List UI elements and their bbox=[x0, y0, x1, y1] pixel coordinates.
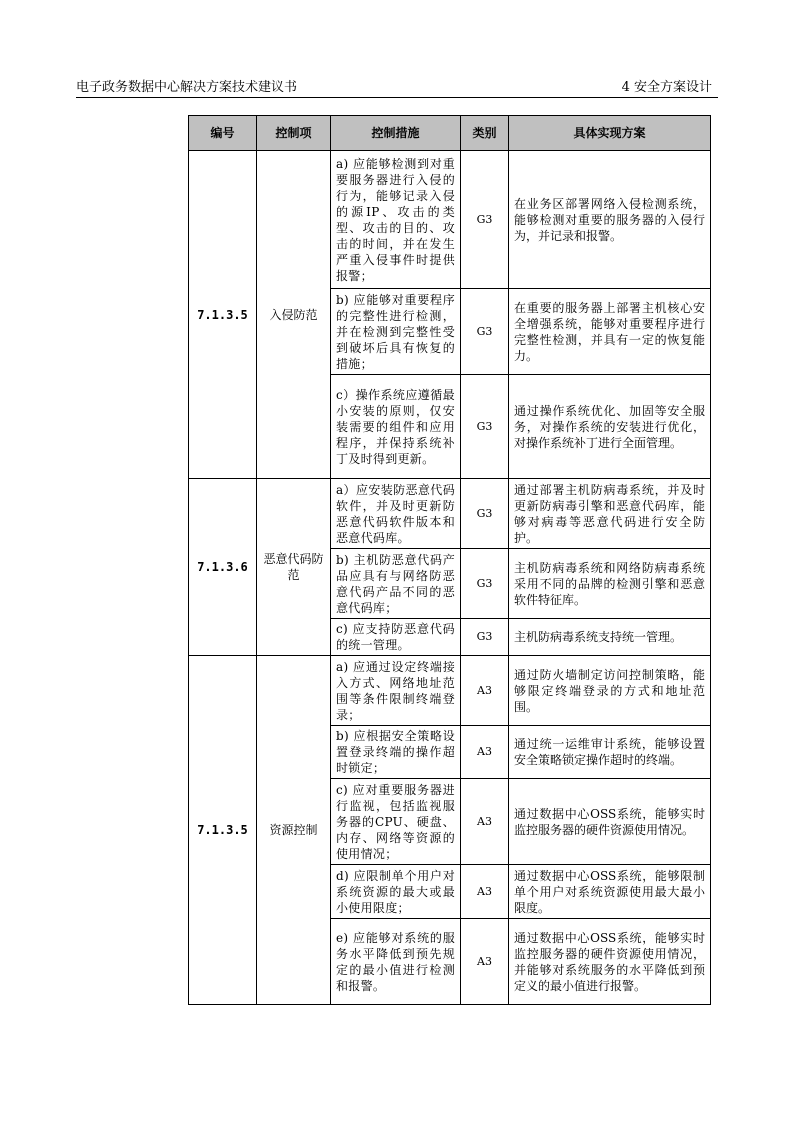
implementation: 主机防病毒系统和网络防病毒系统采用不同的品牌的检测引擎和恶意软件特征库。 bbox=[509, 549, 711, 619]
control-measure: e) 应能够对系统的服务水平降低到预先规定的最小值进行检测和报警。 bbox=[331, 919, 461, 1005]
implementation: 通过部署主机防病毒系统，并及时更新防病毒引擎和恶意代码库，能够对病毒等恶意代码进行安全防护。 bbox=[509, 479, 711, 549]
control-measure: a) 应通过设定终端接入方式、网络地址范围等条件限制终端登录； bbox=[331, 656, 461, 726]
category: G3 bbox=[461, 151, 509, 289]
category: G3 bbox=[461, 479, 509, 549]
header-title: 电子政务数据中心解决方案技术建议书 bbox=[76, 80, 298, 95]
implementation: 通过防火墙制定访问控制策略，能够限定终端登录的方式和地址范围。 bbox=[509, 656, 711, 726]
security-control-table bbox=[188, 115, 711, 1005]
category: A3 bbox=[461, 779, 509, 865]
table-row bbox=[189, 151, 711, 289]
table-row bbox=[189, 656, 711, 726]
header-section: 4 安全方案设计 bbox=[621, 80, 712, 95]
control-measure: a）应安装防恶意代码软件，并及时更新防恶意代码软件版本和恶意代码库。 bbox=[331, 479, 461, 549]
implementation: 在重要的服务器上部署主机核心安全增强系统，能够对重要程序进行完整性检测，并具有一定的恢复能力。 bbox=[509, 289, 711, 375]
implementation: 主机防病毒系统支持统一管理。 bbox=[509, 619, 711, 656]
category: A3 bbox=[461, 865, 509, 919]
control-measure: d) 应限制单个用户对系统资源的最大或最小使用限度； bbox=[331, 865, 461, 919]
implementation: 通过数据中心OSS系统，能够实时监控服务器的硬件资源使用情况。 bbox=[509, 779, 711, 865]
control-measure: c) 应对重要服务器进行监视，包括监视服务器的CPU、硬盘、内存、网络等资源的使用情况； bbox=[331, 779, 461, 865]
col-header-number: 编号 bbox=[189, 116, 257, 151]
group-number: 7.1.3.5 bbox=[189, 151, 257, 479]
group-control-item: 资源控制 bbox=[257, 656, 331, 1005]
category: G3 bbox=[461, 619, 509, 656]
group-number: 7.1.3.6 bbox=[189, 479, 257, 656]
col-header-category: 类别 bbox=[461, 116, 509, 151]
col-header-control-measure: 控制措施 bbox=[331, 116, 461, 151]
category: A3 bbox=[461, 656, 509, 726]
implementation: 通过数据中心OSS系统，能够实时监控服务器的硬件资源使用情况，并能够对系统服务的水平降低到预定义的最小值进行报警。 bbox=[509, 919, 711, 1005]
implementation: 在业务区部署网络入侵检测系统，能够检测对重要的服务器的入侵行为，并记录和报警。 bbox=[509, 151, 711, 289]
group-control-item: 入侵防范 bbox=[257, 151, 331, 479]
implementation: 通过操作系统优化、加固等安全服务，对操作系统的安装进行优化，对操作系统补丁进行全面管理。 bbox=[509, 375, 711, 479]
table-header-row bbox=[189, 116, 711, 151]
control-measure: c）操作系统应遵循最小安装的原则，仅安装需要的组件和应用程序，并保持系统补丁及时得到更新。 bbox=[331, 375, 461, 479]
table-row bbox=[189, 479, 711, 549]
category: A3 bbox=[461, 726, 509, 779]
header-rule bbox=[76, 97, 718, 98]
control-measure: b) 应能够对重要程序的完整性进行检测，并在检测到完整性受到破坏后具有恢复的措施； bbox=[331, 289, 461, 375]
control-measure: b) 应根据安全策略设置登录终端的操作超时锁定； bbox=[331, 726, 461, 779]
group-number: 7.1.3.5 bbox=[189, 656, 257, 1005]
control-measure: a) 应能够检测到对重要服务器进行入侵的行为，能够记录入侵的源IP、攻击的类型、攻击的目的、攻击的时间，并在发生严重入侵事件时提供报警； bbox=[331, 151, 461, 289]
category: G3 bbox=[461, 549, 509, 619]
implementation: 通过数据中心OSS系统，能够限制单个用户对系统资源使用最大最小限度。 bbox=[509, 865, 711, 919]
implementation: 通过统一运维审计系统，能够设置安全策略锁定操作超时的终端。 bbox=[509, 726, 711, 779]
control-measure: c) 应支持防恶意代码的统一管理。 bbox=[331, 619, 461, 656]
col-header-control-item: 控制项 bbox=[257, 116, 331, 151]
group-control-item: 恶意代码防范 bbox=[257, 479, 331, 656]
category: G3 bbox=[461, 375, 509, 479]
control-measure: b) 主机防恶意代码产品应具有与网络防恶意代码产品不同的恶意代码库； bbox=[331, 549, 461, 619]
col-header-implementation: 具体实现方案 bbox=[509, 116, 711, 151]
category: A3 bbox=[461, 919, 509, 1005]
category: G3 bbox=[461, 289, 509, 375]
